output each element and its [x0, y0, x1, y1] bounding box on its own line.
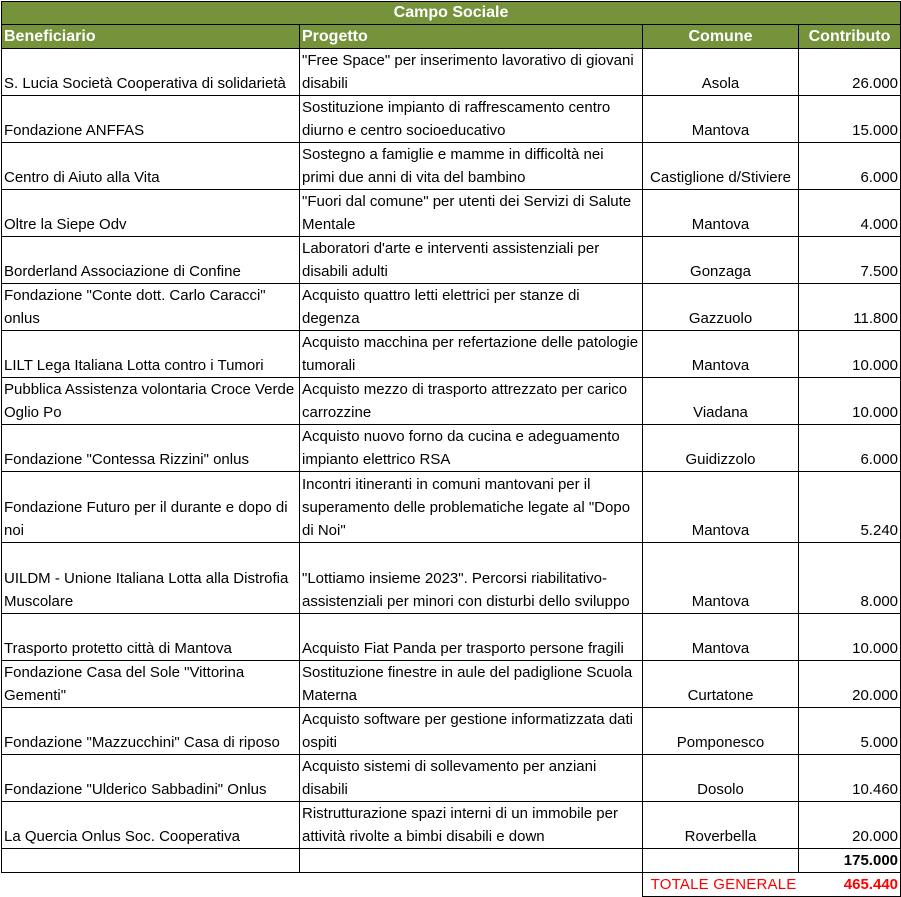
cell-beneficiario[interactable]: Fondazione Casa del Sole "Vittorina Gementi": [2, 661, 300, 708]
header-contributo[interactable]: Contributo: [799, 25, 901, 49]
header-beneficiario[interactable]: Beneficiario: [2, 25, 300, 49]
subtotal-row: [2, 849, 901, 873]
header-comune[interactable]: Comune: [643, 25, 799, 49]
cell-beneficiario[interactable]: Centro di Aiuto alla Vita: [2, 143, 300, 190]
empty-cell[interactable]: [2, 849, 300, 873]
cell-progetto[interactable]: Sostegno a famiglie e mamme in difficoltà nei primi due anni di vita del bambino: [300, 143, 643, 190]
empty-cell: [2, 873, 300, 897]
cell-comune[interactable]: Mantova: [643, 190, 799, 237]
table-row: [2, 755, 901, 802]
cell-beneficiario[interactable]: Fondazione "Mazzucchini" Casa di riposo: [2, 708, 300, 755]
cell-comune[interactable]: Castiglione d/Stiviere: [643, 143, 799, 190]
table-row: [2, 190, 901, 237]
cell-progetto[interactable]: "Lottiamo insieme 2023". Percorsi riabilitativo-assistenziali per minori con disturbi dello sviluppo: [300, 543, 643, 614]
cell-comune[interactable]: Guidizzolo: [643, 425, 799, 472]
cell-beneficiario[interactable]: Fondazione "Ulderico Sabbadini" Onlus: [2, 755, 300, 802]
cell-progetto[interactable]: Ristrutturazione spazi interni di un immobile per attività rivolte a bimbi disabili e down: [300, 802, 643, 849]
cell-contributo[interactable]: 7.500: [799, 237, 901, 284]
table-row: [2, 543, 901, 614]
empty-cell[interactable]: [300, 849, 643, 873]
cell-contributo[interactable]: 11.800: [799, 284, 901, 331]
cell-beneficiario[interactable]: Oltre la Siepe Odv: [2, 190, 300, 237]
subtotal-value[interactable]: 175.000: [799, 849, 901, 873]
cell-progetto[interactable]: Acquisto software per gestione informatizzata dati ospiti: [300, 708, 643, 755]
table-row: [2, 96, 901, 143]
cell-beneficiario[interactable]: Fondazione Futuro per il durante e dopo di noi: [2, 472, 300, 543]
cell-comune[interactable]: Dosolo: [643, 755, 799, 802]
cell-contributo[interactable]: 10.000: [799, 331, 901, 378]
cell-beneficiario[interactable]: Pubblica Assistenza volontaria Croce Verde Oglio Po: [2, 378, 300, 425]
empty-cell: [300, 873, 643, 897]
header-row: [2, 25, 901, 49]
cell-comune[interactable]: Mantova: [643, 96, 799, 143]
campo-sociale-table: [1, 1, 901, 897]
table-row: [2, 661, 901, 708]
table-row: [2, 49, 901, 96]
cell-beneficiario[interactable]: Fondazione "Conte dott. Carlo Caracci" onlus: [2, 284, 300, 331]
cell-beneficiario[interactable]: Borderland Associazione di Confine: [2, 237, 300, 284]
cell-progetto[interactable]: Acquisto Fiat Panda per trasporto persone fragili: [300, 614, 643, 661]
cell-beneficiario[interactable]: LILT Lega Italiana Lotta contro i Tumori: [2, 331, 300, 378]
table-row: [2, 708, 901, 755]
table-row: [2, 425, 901, 472]
cell-contributo[interactable]: 26.000: [799, 49, 901, 96]
cell-contributo[interactable]: 10.000: [799, 614, 901, 661]
cell-beneficiario[interactable]: La Quercia Onlus Soc. Cooperativa: [2, 802, 300, 849]
cell-progetto[interactable]: Acquisto mezzo di trasporto attrezzato per carico carrozzine: [300, 378, 643, 425]
cell-comune[interactable]: Roverbella: [643, 802, 799, 849]
table-row: [2, 378, 901, 425]
cell-progetto[interactable]: Incontri itineranti in comuni mantovani per il superamento delle problematiche legate al "Dopo di Noi": [300, 472, 643, 543]
cell-beneficiario[interactable]: UILDM - Unione Italiana Lotta alla Distrofia Muscolare: [2, 543, 300, 614]
table-title-row: [2, 2, 901, 25]
cell-comune[interactable]: Mantova: [643, 614, 799, 661]
cell-comune[interactable]: Mantova: [643, 331, 799, 378]
cell-comune[interactable]: Curtatone: [643, 661, 799, 708]
cell-comune[interactable]: Mantova: [643, 472, 799, 543]
cell-beneficiario[interactable]: S. Lucia Società Cooperativa di solidarietà: [2, 49, 300, 96]
table-title[interactable]: Campo Sociale: [2, 2, 901, 25]
cell-comune[interactable]: Gazzuolo: [643, 284, 799, 331]
cell-progetto[interactable]: Laboratori d'arte e interventi assistenziali per disabili adulti: [300, 237, 643, 284]
grand-total-row: [2, 873, 901, 897]
cell-contributo[interactable]: 5.000: [799, 708, 901, 755]
table-row: [2, 237, 901, 284]
grand-total-value[interactable]: 465.440: [799, 873, 901, 897]
table-row: [2, 472, 901, 543]
cell-comune[interactable]: Pomponesco: [643, 708, 799, 755]
cell-contributo[interactable]: 10.000: [799, 378, 901, 425]
table-row: [2, 143, 901, 190]
cell-contributo[interactable]: 20.000: [799, 661, 901, 708]
cell-contributo[interactable]: 4.000: [799, 190, 901, 237]
cell-beneficiario[interactable]: Fondazione "Contessa Rizzini" onlus: [2, 425, 300, 472]
header-progetto[interactable]: Progetto: [300, 25, 643, 49]
cell-comune[interactable]: Viadana: [643, 378, 799, 425]
cell-contributo[interactable]: 6.000: [799, 425, 901, 472]
cell-comune[interactable]: Asola: [643, 49, 799, 96]
cell-comune[interactable]: Gonzaga: [643, 237, 799, 284]
grand-total-label[interactable]: TOTALE GENERALE: [643, 873, 799, 897]
cell-contributo[interactable]: 15.000: [799, 96, 901, 143]
table-row: [2, 802, 901, 849]
cell-contributo[interactable]: 6.000: [799, 143, 901, 190]
cell-progetto[interactable]: Acquisto macchina per refertazione delle patologie tumorali: [300, 331, 643, 378]
cell-progetto[interactable]: Acquisto nuovo forno da cucina e adeguamento impianto elettrico RSA: [300, 425, 643, 472]
cell-beneficiario[interactable]: Trasporto protetto città di Mantova: [2, 614, 300, 661]
table-row: [2, 614, 901, 661]
cell-progetto[interactable]: Sostituzione impianto di raffrescamento centro diurno e centro socioeducativo: [300, 96, 643, 143]
table-row: [2, 284, 901, 331]
cell-progetto[interactable]: "Free Space" per inserimento lavorativo di giovani disabili: [300, 49, 643, 96]
cell-progetto[interactable]: Acquisto quattro letti elettrici per stanze di degenza: [300, 284, 643, 331]
cell-progetto[interactable]: "Fuori dal comune" per utenti dei Servizi di Salute Mentale: [300, 190, 643, 237]
cell-progetto[interactable]: Sostituzione finestre in aule del padiglione Scuola Materna: [300, 661, 643, 708]
cell-contributo[interactable]: 20.000: [799, 802, 901, 849]
cell-comune[interactable]: Mantova: [643, 543, 799, 614]
cell-progetto[interactable]: Acquisto sistemi di sollevamento per anziani disabili: [300, 755, 643, 802]
cell-contributo[interactable]: 10.460: [799, 755, 901, 802]
cell-contributo[interactable]: 5.240: [799, 472, 901, 543]
empty-cell[interactable]: [643, 849, 799, 873]
table-row: [2, 331, 901, 378]
cell-beneficiario[interactable]: Fondazione ANFFAS: [2, 96, 300, 143]
cell-contributo[interactable]: 8.000: [799, 543, 901, 614]
